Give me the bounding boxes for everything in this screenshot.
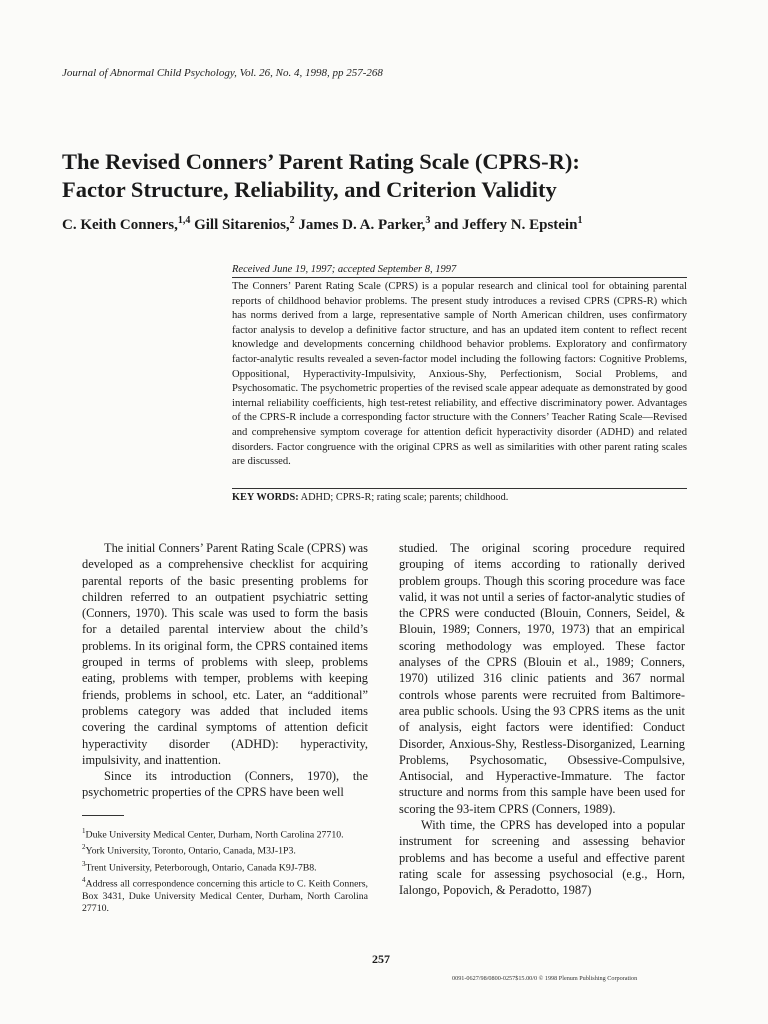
- keywords: [232, 492, 687, 503]
- received-date: Received June 19, 1997; accepted September 8, 1997: [232, 264, 457, 275]
- author-name: Jeffery N. Epstein: [462, 217, 578, 233]
- footnote-marker: 4: [82, 876, 86, 885]
- abstract-bottom-rule: [232, 488, 687, 489]
- body-paragraph: studied. The original scoring procedure required grouping of items according to rationally derived problem groups. Though this scoring procedure was face valid, it was not until a series of factor-analytic studies of the CPRS were conducted (Blouin, Conners, Seidel, & Blouin, 1989; Conners, 1970, 1973) that an empirical scoring methodology was employed. These factor analyses of the CPRS (Blouin et al., 1989; Conners, 1970) utilized 316 clinic patients and 367 normal controls whose parents were recruited from Baltimore-area public schools. Using the 93 CPRS items as the unit of analysis, eight factors were identified: Conduct Disorder, Anxious-Shy, Restless-Disorganized, Learning Problems, Psychosomatic, Obsessive-Compulsive, Antisocial, and Hyperactive-Immature. The factor structure and norms from this sample have been used for scoring the 93-item CPRS (Conners, 1989).: [399, 541, 685, 816]
- page-number: 257: [372, 952, 390, 966]
- keywords-label: KEY WORDS:: [232, 492, 299, 503]
- copyright-line: 0091-0627/98/0800-0257$15.00/0 © 1998 Plenum Publishing Corporation: [452, 975, 638, 982]
- abstract: The Conners’ Parent Rating Scale (CPRS) is a popular research and clinical tool for obtaining parental reports of childhood behavior problems. The present study introduces a revised CPRS (CPRS-R) which has norms derived from a large, representative sample of North American children, uses confirmatory factor analysis to develop a definitive factor structure, and has an updated item content to reflect recent knowledge and developments concerning childhood behavior problems. Exploratory and confirmatory factor-analytic results revealed a seven-factor model including the following factors: Cognitive Problems, Oppositional, Hyperactivity-Impulsivity, Anxious-Shy, Perfectionism, Social Problems, and Psychosomatic. The psychometric properties of the revised scale appear adequate as demonstrated by good internal reliability coefficients, high test-retest reliability, and effective discriminatory power. Advantages of the CPRS-R include a corresponding factor structure with the Conners’ Teacher Rating Scale—Revised and comprehensive symptom coverage for attention deficit hyperactivity disorder (ADHD) and related disorders. Factor congruence with the original CPRS as well as similarities with other parent rating scales are discussed.: [232, 281, 687, 468]
- title-line: Factor Structure, Reliability, and Criterion Validity: [62, 177, 557, 202]
- body-paragraph: Since its introduction (Conners, 1970), the psychometric properties of the CPRS have been well: [82, 769, 368, 800]
- author-separator: and: [430, 217, 463, 233]
- author-name: Gill Sitarenios,: [194, 217, 290, 233]
- author-name: James D. A. Parker,: [298, 217, 426, 233]
- footnote-text: York University, Toronto, Ontario, Canada, M3J-1P3.: [85, 845, 296, 857]
- footnotes: [82, 825, 368, 915]
- footnote: [82, 841, 368, 857]
- footnote-marker: 2: [82, 843, 86, 852]
- footnote-marker: 3: [82, 859, 86, 868]
- footnote: [82, 825, 368, 841]
- footnote: [82, 874, 368, 915]
- author-name: C. Keith Conners,: [62, 217, 178, 233]
- abstract-top-rule: [232, 277, 687, 278]
- author-affiliation-marker: 1: [577, 215, 583, 226]
- keywords-text: ADHD; CPRS-R; rating scale; parents; childhood.: [298, 492, 509, 503]
- footnote-text: Trent University, Peterborough, Ontario, Canada K9J-7B8.: [85, 862, 317, 874]
- footnote-text: Address all correspondence concerning this article to C. Keith Conners, Box 3431, Duke University Medical Center, Durham, North Carolina 27710.: [82, 878, 368, 915]
- footnote: [82, 858, 368, 874]
- author-affiliation-marker: 2: [289, 215, 295, 226]
- journal-reference: Journal of Abnormal Child Psychology, Vol. 26, No. 4, 1998, pp 257-268: [62, 67, 383, 79]
- body-column-right: [399, 540, 685, 899]
- title-line: The Revised Conners’ Parent Rating Scale (CPRS-R):: [62, 149, 580, 174]
- author-list: [62, 215, 742, 234]
- body-paragraph: The initial Conners’ Parent Rating Scale (CPRS) was developed as a comprehensive checklist for acquiring parental reports of the basic presenting problems for children referred to an outpatient psychiatric setting (Conners, 1970). This scale was used to form the basis for a detailed parental interview about the child’s problems. In its original form, the CPRS contained items grouped in terms of problems with sleep, problems eating, problems with temper, problems with keeping friends, problems in school, etc. Later, an “additional” problems category was added that included items covering the cardinal symptoms of attention deficit hyperactivity disorder (ADHD): hyperactivity, impulsivity, and inattention.: [82, 541, 368, 767]
- article-title: [62, 148, 722, 204]
- footnote-text: Duke University Medical Center, Durham, North Carolina 27710.: [85, 829, 344, 841]
- body-paragraph: With time, the CPRS has developed into a popular instrument for screening and assessing behavior problems and has become a useful and effective parent rating scale for assessing psychosocial (e.g., Horn, Ialongo, Popovich, & Peradotto, 1987): [399, 818, 685, 898]
- footnote-rule: [82, 815, 124, 816]
- body-column-left: [82, 540, 368, 801]
- author-affiliation-marker: 1,4: [177, 215, 191, 226]
- author-affiliation-marker: 3: [425, 215, 431, 226]
- footnote-marker: 1: [82, 827, 86, 835]
